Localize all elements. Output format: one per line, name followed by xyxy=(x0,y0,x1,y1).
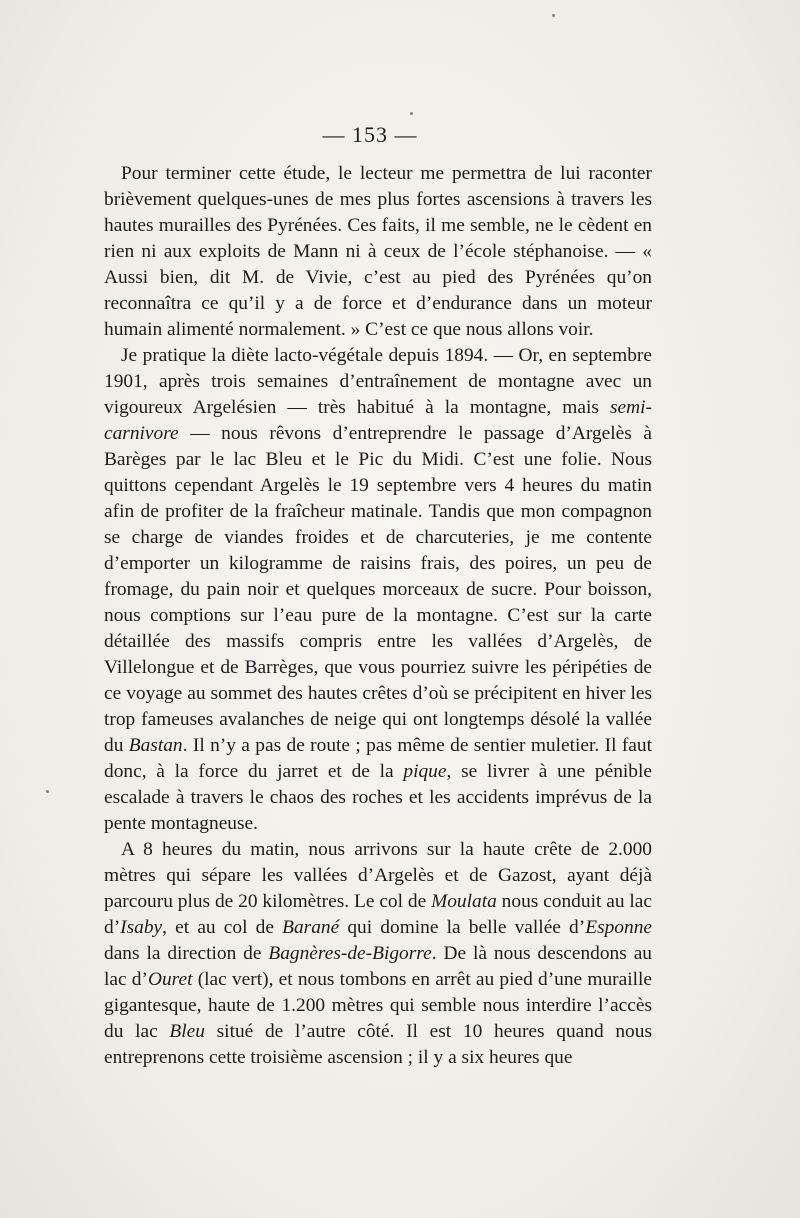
text-run: A 8 heures du matin, nous arrivons sur la haute crête de 2.000 mètres qui sépare les vallées d’Argelès et de Gazost, ayant déjà parcouru plus de 20 kilomètres. Le col de xyxy=(104,839,652,912)
italic-term: Bastan xyxy=(128,735,183,756)
text-run: — nous rêvons d’entreprendre le passage d’Argelès à Barèges par le lac Bleu et le Pic du Midi. C’est une folie. Nous quittons cependant Argelès le 19 septembre vers 4 heures du matin afin de profiter de la fraîcheur matinale. Tandis que mon compagnon se charge de viandes froides et de charcuteries, je me contente d’emporter un kilogramme de raisins frais, des poires, un peu de fromage, du pain noir et quelques morceaux de sucre. Pour boisson, nous comptions sur l’eau pure de la montagne. C’est sur la carte détaillée des massifs compris entre les vallées d’Argelès, de Villelongue et de Barrèges, que vous pourriez suivre les péripéties de ce voyage au sommet des hautes crêtes d’où se précipitent en hiver les trop fameuses avalanches de neige qui ont longtemps désolé la vallée du xyxy=(104,423,652,756)
print-speck xyxy=(552,14,555,17)
italic-term: pique xyxy=(403,761,447,782)
italic-term: Isaby xyxy=(120,917,163,938)
page-number: — 153 — xyxy=(322,122,418,147)
paragraph xyxy=(104,837,652,1071)
paragraph xyxy=(104,343,652,837)
text-run: (lac vert), et nous tombons en arrêt au pied d’une muraille gigantesque, haute de 1.200 mètres qui semble nous interdire l’accès du lac xyxy=(104,969,652,1042)
italic-term: Esponne xyxy=(585,917,652,938)
text-run: situé de l’autre côté. Il est 10 heures quand nous entreprenons cette troisième ascension ; il y a six heures que xyxy=(104,1021,652,1068)
text-run: nous conduit au lac d’ xyxy=(104,891,652,938)
text-run: , et au col de xyxy=(162,917,283,938)
text-run: . Il n’y a pas de route ; pas même de sentier muletier. Il faut donc, à la force du jarret et de la xyxy=(104,735,652,782)
body-text xyxy=(104,161,652,1071)
italic-term: semi-carnivore xyxy=(104,397,652,444)
text-run: qui domine la belle vallée d’ xyxy=(339,917,586,938)
italic-term: Ouret xyxy=(147,969,193,990)
italic-term: Bagnères-de-Bigorre xyxy=(268,943,432,964)
text-run: . De là nous descendons au lac d’ xyxy=(104,943,652,990)
print-speck xyxy=(410,112,413,115)
print-speck xyxy=(46,790,49,793)
text-run: Pour terminer cette étude, le lecteur me permettra de lui raconter brièvement quelques-unes de mes plus fortes ascensions à travers les hautes murailles des Pyrénées. Ces faits, il me semble, ne le cèdent en rien ni aux exploits de Mann ni à ceux de l’école stéphanoise. — « Aussi bien, dit M. de Vivie, c’est au pied des Pyrénées qu’on reconnaîtra ce qu’il y a de force et d’endurance dans un moteur humain alimenté normalement. » C’est ce que nous allons voir. xyxy=(104,163,652,340)
italic-term: Barané xyxy=(282,917,340,938)
text-run: dans la direction de xyxy=(104,943,269,964)
text-run: , se livrer à une pénible escalade à travers le chaos des roches et les accidents imprévus de la pente montagneuse. xyxy=(104,761,652,834)
italic-term: Bleu xyxy=(169,1021,205,1042)
paragraph xyxy=(104,161,652,343)
text-run: Je pratique la diète lacto-végétale depuis 1894. — Or, en septembre 1901, après trois semaines d’entraînement de montagne avec un vigoureux Argelésien — très habitué à la montagne, mais xyxy=(104,345,652,418)
italic-term: Moulata xyxy=(431,891,497,912)
